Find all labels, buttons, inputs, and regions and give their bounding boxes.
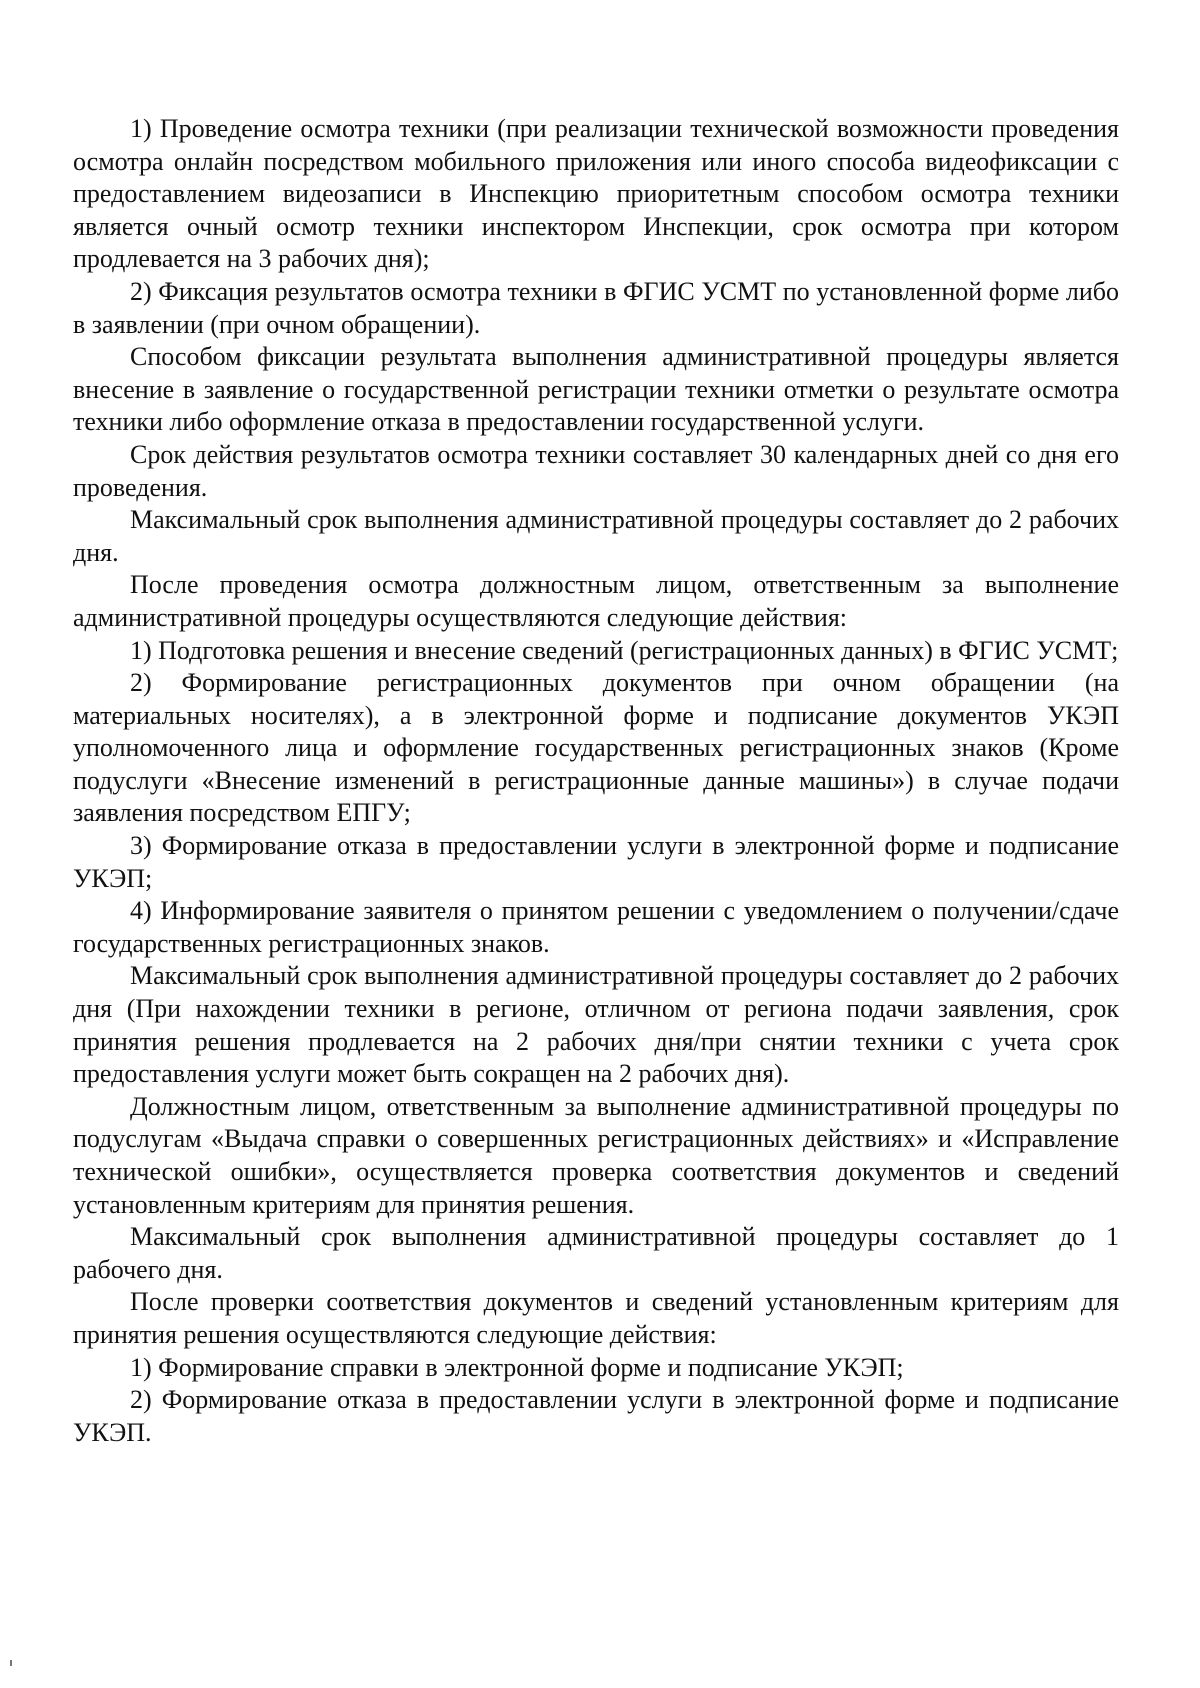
document-body [73,113,1119,1449]
paragraph-responsible-official: Должностным лицом, ответственным за выполнение административной процедуры по подуслугам «Выдача справки о совершенных регистрационных действиях» и «Исправление технической ошибки», осуществляется проверка соответствия документов и сведений установленным критериям для принятия решения. [73,1091,1119,1219]
paragraph-step-certificate: 1) Формирование справки в электронной форме и подписание УКЭП; [130,1352,904,1382]
paragraph-max-term-1: Максимальный срок выполнения административной процедуры составляет до 2 рабочих дня. [73,505,1119,567]
paragraph-after-check: После проверки соответствия документов и сведений установленным критериям для принятия решения осуществляются следующие действия: [73,1287,1119,1349]
paragraph-step-decision: 1) Подготовка решения и внесение сведений (регистрационных данных) в ФГИС УСМТ; [130,635,1119,665]
paragraph-inspection: 1) Проведение осмотра техники (при реализации технической возможности проведения осмотра онлайн посредством мобильного приложения или иного способа видеофиксации с предоставлением видеозаписи в Инспекцию приоритетным способом осмотра техники является очный осмотр техники инспектором Инспекции, срок осмотра при котором продлевается на 3 рабочих дня); [73,114,1119,274]
scan-mark [10,1660,12,1666]
paragraph-step-final-refusal: 2) Формирование отказа в предоставлении услуги в электронной форме и подписание УКЭП. [73,1385,1119,1447]
paragraph-max-term-3: Максимальный срок выполнения административной процедуры составляет до 1 рабочего дня. [73,1222,1119,1284]
paragraph-step-documents: 2) Формирование регистрационных документов при очном обращении (на материальных носителях), а в электронной форме и подписание документов УКЭП уполномоченного лица и оформление государственных регистрационных знаков (Кроме подуслуги «Внесение изменений в регистрационные данные машины») в случае подачи заявления посредством ЕПГУ; [73,668,1119,828]
paragraph-step-refusal: 3) Формирование отказа в предоставлении услуги в электронной форме и подписание УКЭП; [73,831,1119,893]
paragraph-after-inspection: После проведения осмотра должностным лицом, ответственным за выполнение административной процедуры осуществляются следующие действия: [73,570,1119,632]
paragraph-max-term-2: Максимальный срок выполнения административной процедуры составляет до 2 рабочих дня (При нахождении техники в регионе, отличном от региона подачи заявления, срок принятия решения продлевается на 2 рабочих дня/при снятии техники с учета срок предоставления услуги может быть сокращен на 2 рабочих дня). [73,961,1119,1089]
paragraph-validity-term: Срок действия результатов осмотра техники составляет 30 календарных дней со дня его проведения. [73,439,1119,502]
paragraph-fixation: 2) Фиксация результатов осмотра техники в ФГИС УСМТ по установленной форме либо в заявлении (при очном обращении). [73,276,1119,339]
paragraph-step-informing: 4) Информирование заявителя о принятом решении с уведомлением о получении/сдаче государственных регистрационных знаков. [73,896,1119,958]
paragraph-result-method: Способом фиксации результата выполнения административной процедуры является внесение в заявление о государственной регистрации техники отметки о результате осмотра техники либо оформление отказа в предоставлении государственной услуги. [73,342,1119,437]
